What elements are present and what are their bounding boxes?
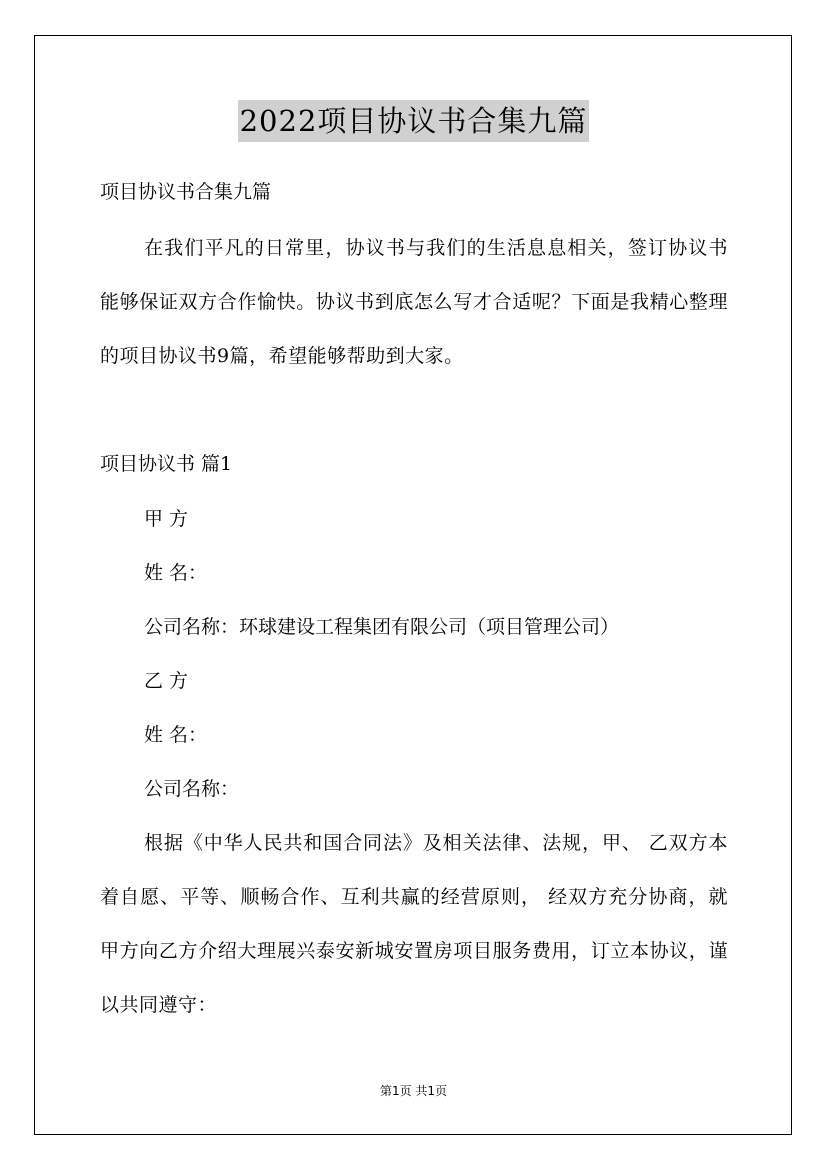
party-b-label: 乙 方 [144, 670, 189, 692]
party-a-company: 公司名称：环球建设工程集团有限公司（项目管理公司） [144, 616, 620, 638]
title-container [0, 100, 827, 142]
body-paragraph: 根据《中华人民共和国合同法》及相关法律、法规，甲、 乙双方本着自愿、平等、顺畅合作、互利共赢的经营原则， 经双方充分协商，就甲方向乙方介绍大理展兴泰安新城安置房项目服务费用，订立本协议，谨以共同遵守： [100, 832, 728, 1016]
party-b-name-label: 姓 名： [144, 724, 208, 746]
document-title: 2022项目协议书合集九篇 [238, 100, 590, 142]
document-subtitle: 项目协议书合集九篇 [100, 181, 272, 203]
party-b-company: 公司名称： [144, 778, 240, 800]
party-a-label: 甲 方 [144, 508, 189, 530]
intro-paragraph: 在我们平凡的日常里，协议书与我们的生活息息相关，签订协议书能够保证双方合作愉快。协议书到底怎么写才合适呢？下面是我精心整理的项目协议书9篇，希望能够帮助到大家。 [100, 237, 728, 367]
section-heading: 项目协议书 篇1 [100, 453, 233, 475]
page-footer: 第1页 共1页 [379, 1084, 448, 1098]
party-a-name-label: 姓 名： [144, 562, 208, 584]
